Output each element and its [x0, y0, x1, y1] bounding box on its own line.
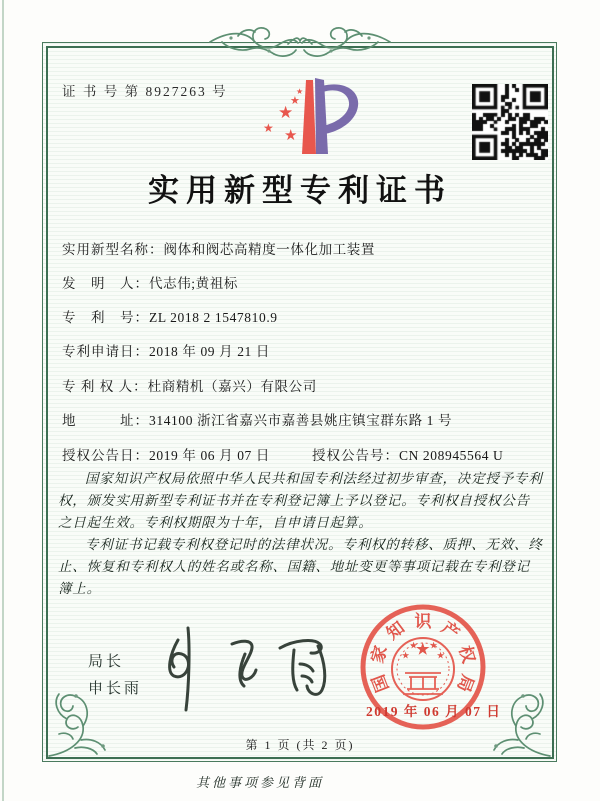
svg-text:知: 知: [383, 617, 409, 644]
field-value: ZL 2018 2 1547810.9: [149, 310, 278, 325]
commissioner-title: 局长: [88, 653, 125, 670]
field-value: 2019 年 06 月 07 日: [149, 448, 270, 463]
svg-text:★: ★: [430, 641, 438, 650]
svg-text:家: 家: [367, 643, 391, 666]
field-value: CN 208945564 U: [398, 448, 504, 463]
field-value: 314100 浙江省嘉兴市嘉善县姚庄镇宝群东路 1 号: [149, 413, 453, 428]
field-row-utility-model-name: [62, 238, 542, 258]
svg-text:产: 产: [437, 617, 463, 644]
field-row-patentee: [62, 375, 542, 395]
qr-code: [472, 84, 548, 160]
field-label: 实用新型名称：: [62, 242, 164, 257]
svg-text:局: 局: [453, 671, 478, 695]
svg-text:权: 权: [455, 643, 479, 666]
svg-text:★: ★: [416, 642, 430, 658]
svg-text:★: ★: [410, 641, 418, 650]
svg-text:★: ★: [284, 126, 298, 144]
legal-paragraph-2: 专利证书记载专利权登记时的法律状况。专利权的转移、质押、无效、终止、恢复和专利权人的姓名或名称、国籍、地址变更等事项记载在专利登记簿上。: [58, 537, 543, 596]
field-row-inventors: [62, 272, 542, 292]
certificate-number: 证 书 号 第 8927263 号: [62, 84, 228, 99]
logo-stars: [263, 87, 303, 144]
svg-text:★: ★: [263, 121, 274, 135]
logo-purple-bowl: [322, 84, 358, 134]
field-value: 杜商精机（嘉兴）有限公司: [147, 379, 317, 394]
commissioner-name: 申长雨: [88, 680, 143, 697]
commissioner-signature: [148, 620, 338, 715]
svg-text:★: ★: [437, 651, 445, 660]
field-row-address: [62, 409, 542, 429]
field-label: 授权公告号：: [311, 448, 399, 463]
field-row-grant-announcement: [62, 444, 542, 464]
field-row-patent-number: [62, 306, 542, 326]
field-label: 授权公告日：: [62, 448, 149, 463]
field-row-application-date: [62, 340, 542, 360]
page-number: 第 1 页 (共 2 页): [245, 738, 355, 752]
logo-red-wedge: [302, 80, 316, 154]
field-value: 阀体和阀芯高精度一体化加工装置: [163, 242, 375, 257]
svg-text:★: ★: [296, 87, 304, 96]
svg-text:国: 国: [368, 671, 393, 695]
field-label: 地 址：: [62, 413, 149, 428]
field-label: 专 利 权 人：: [62, 379, 148, 394]
field-label: 发 明 人：: [62, 276, 149, 291]
svg-text:★: ★: [402, 651, 410, 660]
svg-text:识: 识: [414, 612, 432, 631]
back-side-note: 其他事项参见背面: [195, 775, 324, 790]
seal-national-emblem: [392, 638, 454, 700]
legal-text-block: [58, 468, 544, 600]
cnipa-logo: [250, 74, 368, 160]
field-value: 代志伟;黄祖标: [149, 276, 238, 291]
field-label: 专利申请日：: [62, 344, 149, 359]
scan-edge-artifact: [2, 0, 4, 801]
seal-date: 2019 年 06 月 07 日: [366, 704, 502, 719]
svg-text:★: ★: [290, 94, 300, 107]
field-value: 2018 年 09 月 21 日: [149, 344, 270, 359]
svg-text:★: ★: [278, 103, 294, 123]
field-label: 专 利 号：: [62, 310, 149, 325]
legal-paragraph-1: 国家知识产权局依照中华人民共和国专利法经过初步审查，决定授予专利权，颁发实用新型专利证书并在专利登记簿上予以登记。专利权自授权公告之日起生效。专利权期限为十年，自申请日起算。: [58, 471, 543, 530]
certificate-title: 实用新型专利证书: [148, 173, 452, 208]
